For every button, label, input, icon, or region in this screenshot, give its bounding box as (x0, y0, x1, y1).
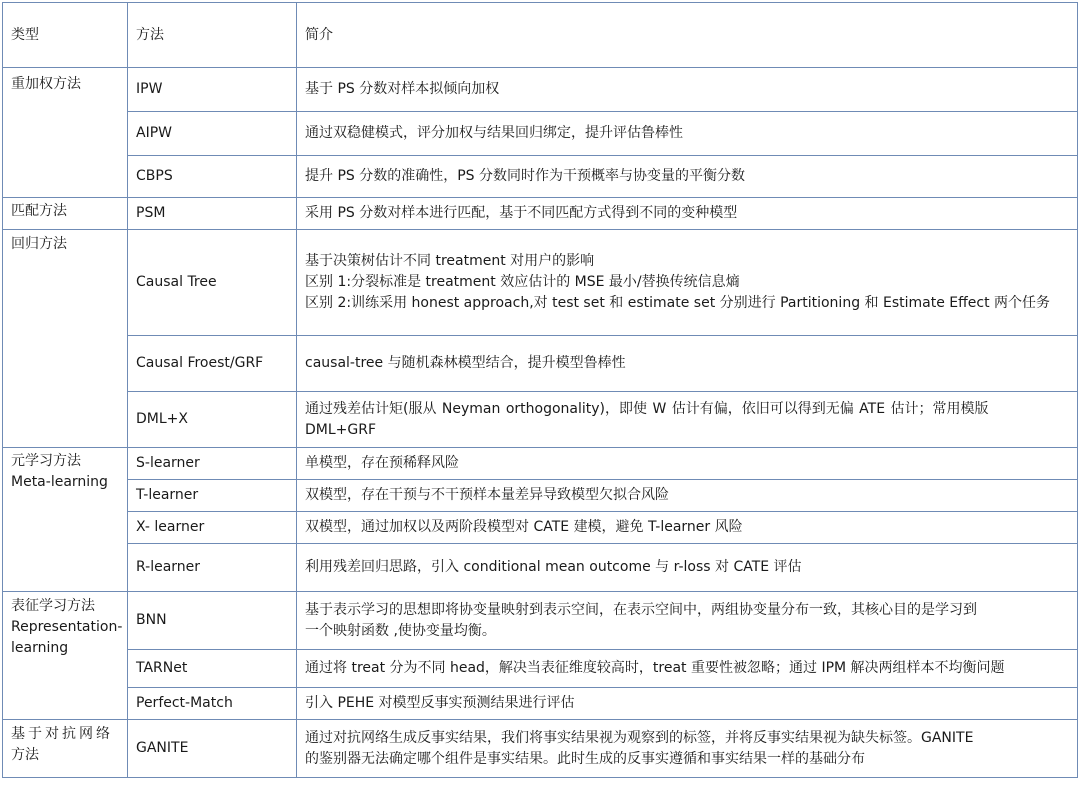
table-row (3, 392, 1078, 448)
type-matching: 匹配方法 (3, 198, 128, 230)
table-row (3, 68, 1078, 112)
intro-cell: 利用残差回归思路，引入 conditional mean outcome 与 r-loss 对 CATE 评估 (297, 544, 1078, 592)
intro-line: 基于决策树估计不同 treatment 对用户的影响 (305, 253, 595, 269)
intro-line: 通过残差估计矩(服从 Neyman orthogonality)，即使 W 估计有偏，依旧可以得到无偏 ATE 估计；常用模版 (305, 400, 989, 417)
intro-cell: 基于 PS 分数对样本拟倾向加权 (297, 68, 1078, 112)
intro-line: 基于表示学习的思想即将协变量映射到表示空间，在表示空间中，两组协变量分布一致，其核心目的是学习到 (305, 601, 977, 618)
method-cell: PSM (128, 198, 297, 230)
intro-cell: 采用 PS 分数对样本进行匹配，基于不同匹配方式得到不同的变种模型 (297, 198, 1078, 230)
intro-cell: 通过将 treat 分为不同 head，解决当表征维度较高时，treat 重要性被忽略；通过 IPM 解决两组样本不均衡问题 (297, 650, 1078, 688)
type-line: 基于对抗网络 (11, 726, 113, 742)
table-row (3, 688, 1078, 720)
type-line: learning (11, 640, 69, 656)
method-cell: AIPW (128, 112, 297, 156)
method-cell: BNN (128, 592, 297, 650)
method-cell: Causal Froest/GRF (128, 336, 297, 392)
intro-cell: 单模型，存在预稀释风险 (297, 448, 1078, 480)
table-row (3, 448, 1078, 480)
method-cell: IPW (128, 68, 297, 112)
intro-cell: 双模型，通过加权以及两阶段模型对 CATE 建模，避免 T-learner 风险 (297, 512, 1078, 544)
intro-line: 通过对抗网络生成反事实结果，我们将事实结果视为观察到的标签，并将反事实结果视为缺失标签。GANITE (305, 729, 974, 746)
intro-cell (297, 392, 1078, 448)
type-adversarial (3, 720, 128, 778)
method-cell: GANITE (128, 720, 297, 778)
type-line: 方法 (11, 747, 39, 763)
method-cell: R-learner (128, 544, 297, 592)
table-row (3, 544, 1078, 592)
method-cell: Causal Tree (128, 230, 297, 336)
table-row (3, 480, 1078, 512)
intro-line: DML+GRF (305, 421, 377, 438)
table-row (3, 650, 1078, 688)
table-row (3, 198, 1078, 230)
type-regression: 回归方法 (3, 230, 128, 448)
type-line: 表征学习方法 (11, 598, 95, 614)
header-intro: 简介 (297, 3, 1078, 68)
method-cell: CBPS (128, 156, 297, 198)
method-cell: S-learner (128, 448, 297, 480)
type-line: Representation- (11, 619, 123, 635)
header-row (3, 3, 1078, 68)
table-row (3, 336, 1078, 392)
table-row (3, 112, 1078, 156)
type-reweighting: 重加权方法 (3, 68, 128, 198)
type-representation-learning (3, 592, 128, 720)
methods-table (2, 2, 1078, 778)
intro-cell: 双模型，存在干预与不干预样本量差异导致模型欠拟合风险 (297, 480, 1078, 512)
intro-line: 的鉴别器无法确定哪个组件是事实结果。此时生成的反事实遵循和事实结果一样的基础分布 (305, 750, 865, 767)
table-row (3, 156, 1078, 198)
intro-cell: 引入 PEHE 对模型反事实预测结果进行评估 (297, 688, 1078, 720)
table-row (3, 720, 1078, 778)
method-cell: X- learner (128, 512, 297, 544)
intro-cell (297, 720, 1078, 778)
intro-line: 区别 2:训练采用 honest approach,对 test set 和 estimate set 分别进行 Partitioning 和 Estimate Effect 两个任务 (305, 295, 1051, 311)
intro-cell (297, 592, 1078, 650)
table-row (3, 592, 1078, 650)
method-cell: Perfect-Match (128, 688, 297, 720)
method-cell: DML+X (128, 392, 297, 448)
intro-line: 一个映射函数 ,使协变量均衡。 (305, 622, 496, 639)
intro-cell: 通过双稳健模式，评分加权与结果回归绑定，提升评估鲁棒性 (297, 112, 1078, 156)
header-type: 类型 (3, 3, 128, 68)
intro-cell: 提升 PS 分数的准确性，PS 分数同时作为干预概率与协变量的平衡分数 (297, 156, 1078, 198)
type-meta-learning (3, 448, 128, 592)
method-cell: TARNet (128, 650, 297, 688)
header-method: 方法 (128, 3, 297, 68)
type-line: 元学习方法 (11, 453, 81, 469)
type-line: Meta-learning (11, 474, 108, 490)
method-cell: T-learner (128, 480, 297, 512)
table-row (3, 512, 1078, 544)
table-row (3, 230, 1078, 336)
intro-line: 区别 1:分裂标准是 treatment 效应估计的 MSE 最小/替换传统信息熵 (305, 274, 740, 290)
intro-cell (297, 230, 1078, 336)
intro-cell: causal-tree 与随机森林模型结合，提升模型鲁棒性 (297, 336, 1078, 392)
